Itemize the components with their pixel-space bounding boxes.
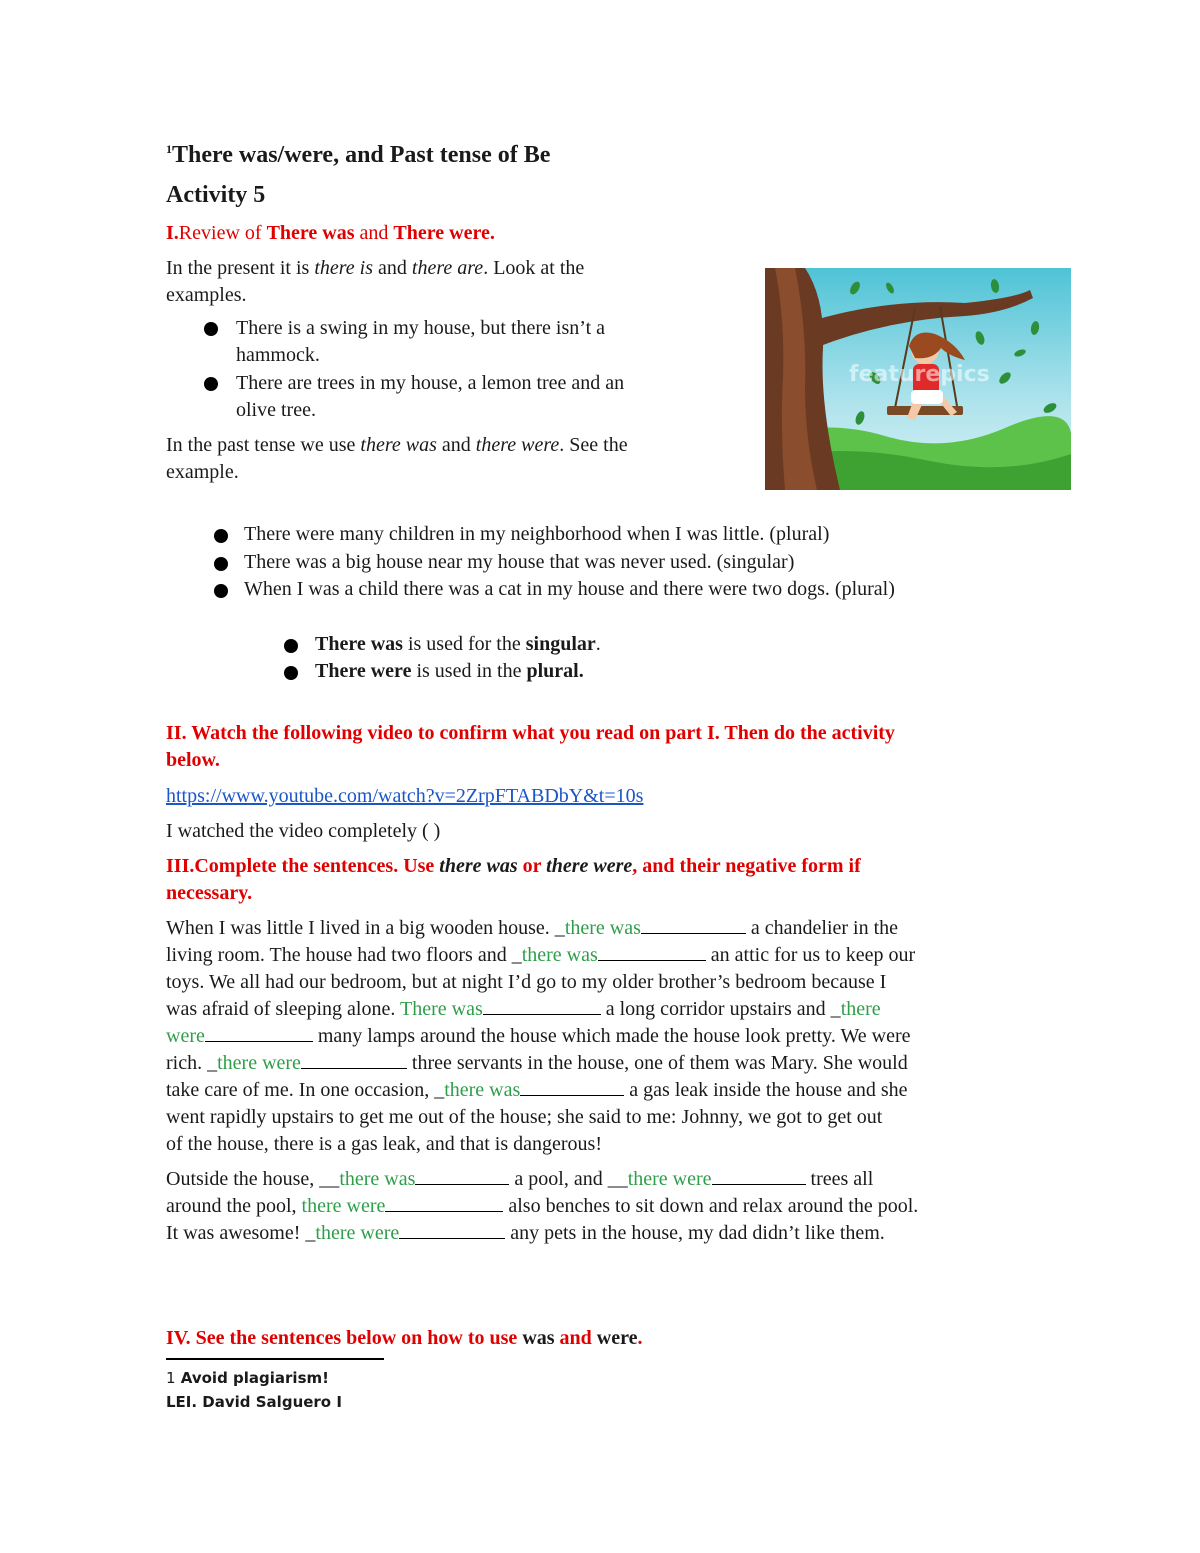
- exercise-line: went rapidly upstairs to get me out of the house; she said to me: Johnny, we got to get out: [166, 1106, 883, 1128]
- rule-plural: There were is used in the plural.: [315, 660, 584, 682]
- image-watermark: featurepics: [849, 362, 990, 387]
- exercise-line: of the house, there is a gas leak, and that is dangerous!: [166, 1133, 602, 1155]
- swing-illustration: [765, 268, 1071, 490]
- exercise-line: It was awesome! _there were any pets in the house, my dad didn’t like them.: [166, 1222, 885, 1244]
- exercise-line: around the pool, there were also benches to sit down and relax around the pool.: [166, 1195, 919, 1217]
- bullet-icon: [214, 584, 228, 598]
- present-example-1: There is a swing in my house, but there isn’t a hammock.: [236, 317, 606, 366]
- present-intro: In the present it is there is and there are. Look at the examples.: [166, 257, 585, 306]
- footnote-marker: 1: [166, 142, 172, 156]
- answer[interactable]: there was: [444, 1079, 521, 1101]
- exercise-line: were many lamps around the house which made the house look pretty. We were: [166, 1025, 911, 1047]
- present-example-2: There are trees in my house, a lemon tree and an olive tree.: [236, 372, 625, 421]
- video-link-row: [166, 783, 643, 810]
- footnote-text: 1 Avoid plagiarism!: [166, 1369, 329, 1387]
- document-title: $^1$There was/were, and Past tense of Be: [166, 142, 551, 168]
- section-3-heading: III.Complete the sentences. Use there was or there were, and their negative form if necessary.: [166, 855, 861, 904]
- bullet-icon: [214, 557, 228, 571]
- section-4-heading: IV. See the sentences below on how to use was and were.: [166, 1327, 643, 1349]
- past-example-3: When I was a child there was a cat in my house and there were two dogs. (plural): [244, 578, 895, 600]
- exercise-line: When I was little I lived in a big wooden house. _there was a chandelier in the: [166, 917, 899, 939]
- youtube-link[interactable]: https://www.youtube.com/watch?v=2ZrpFTABDbY&t=10s: [166, 785, 644, 807]
- footnote-author: LEI. David Salguero I: [166, 1393, 342, 1411]
- section-2-heading: II. Watch the following video to confirm what you read on part I. Then do the activity below.: [166, 722, 895, 771]
- past-example-1: There were many children in my neighborhood when I was little. (plural): [244, 523, 830, 545]
- answer[interactable]: there were: [627, 1168, 712, 1190]
- activity-heading: Activity 5: [166, 182, 266, 208]
- exercise-line: living room. The house had two floors and _there was an attic for us to keep our: [166, 944, 916, 966]
- footnote-separator: [166, 1358, 384, 1360]
- answer[interactable]: there: [840, 998, 881, 1020]
- rule-singular: There was is used for the singular.: [315, 633, 601, 655]
- exercise-paragraph-2: [166, 1166, 1046, 1247]
- exercise-line: take care of me. In one occasion, _there was a gas leak inside the house and she: [166, 1079, 908, 1101]
- exercise-line: Outside the house, __there was a pool, and __there were trees all: [166, 1168, 874, 1190]
- answer[interactable]: there was: [521, 944, 598, 966]
- past-example-2: There was a big house near my house that was never used. (singular): [244, 551, 795, 573]
- answer[interactable]: there were: [301, 1195, 386, 1217]
- section-1-heading: I.Review of There was and There were.: [166, 222, 495, 244]
- answer[interactable]: There was: [400, 998, 483, 1020]
- past-intro: In the past tense we use there was and there were. See the example.: [166, 434, 628, 483]
- answer[interactable]: there were: [315, 1222, 400, 1244]
- answer[interactable]: were: [166, 1025, 205, 1047]
- bullet-icon: [214, 529, 228, 543]
- exercise-line: toys. We all had our bedroom, but at night I’d go to my older brother’s bedroom because I: [166, 971, 887, 993]
- answer[interactable]: there were: [217, 1052, 301, 1074]
- answer[interactable]: there was: [339, 1168, 416, 1190]
- bullet-icon: [204, 377, 218, 391]
- answer[interactable]: there was: [564, 917, 641, 939]
- bullet-icon: [284, 639, 298, 653]
- bullet-icon: [204, 322, 218, 336]
- exercise-paragraph-1: [166, 915, 1046, 1158]
- exercise-line: was afraid of sleeping alone. There was a long corridor upstairs and _there: [166, 998, 881, 1020]
- watched-checkbox-line: I watched the video completely ( ): [166, 820, 441, 842]
- exercise-line: rich. _there were three servants in the house, one of them was Mary. She would: [166, 1052, 908, 1074]
- bullet-icon: [284, 666, 298, 680]
